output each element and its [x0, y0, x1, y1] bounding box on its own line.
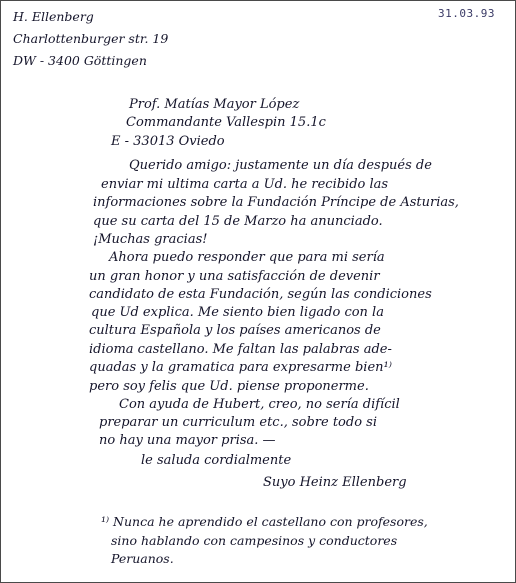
body-line: quadas y la gramatica para expresarme bien¹⁾	[89, 360, 392, 375]
body-line: ¡Muchas gracias!	[93, 232, 208, 247]
recipient-city: E - 33013 Oviedo	[111, 134, 225, 149]
footnote-line: Peruanos.	[111, 551, 174, 566]
sender-street: Charlottenburger str. 19	[13, 31, 169, 46]
body-line: Con ayuda de Hubert, creo, no sería difícil	[119, 397, 400, 412]
signature-line: Suyo Heinz Ellenberg	[263, 475, 407, 490]
body-line: Ahora puedo responder que para mi sería	[109, 250, 385, 265]
closing-line: le saluda cordialmente	[141, 453, 292, 468]
body-line: un gran honor y una satisfacción de devenir	[89, 269, 380, 284]
body-line: que Ud explica. Me siento bien ligado con la	[91, 305, 384, 320]
footnote-line: sino hablando con campesinos y conductores	[111, 533, 398, 548]
body-line: cultura Española y los países americanos de	[89, 323, 381, 338]
recipient-name: Prof. Matías Mayor López	[129, 97, 300, 112]
body-line: informaciones sobre la Fundación Príncipe de Asturias,	[93, 195, 459, 210]
body-line: Querido amigo: justamente un día después de	[129, 158, 432, 173]
body-line: pero soy felis que Ud. piense proponerme.	[89, 379, 369, 394]
body-line: preparar un curriculum etc., sobre todo si	[99, 415, 377, 430]
date-stamp: 31.03.93	[438, 7, 495, 20]
body-line: candidato de esta Fundación, según las condiciones	[89, 287, 432, 302]
footnote-line: ¹⁾ Nunca he aprendido el castellano con profesores,	[101, 514, 428, 529]
body-line: no hay una mayor prisa. —	[99, 433, 276, 448]
body-line: enviar mi ultima carta a Ud. he recibido las	[101, 177, 389, 192]
sender-city: DW - 3400 Göttingen	[13, 53, 147, 68]
body-line: que su carta del 15 de Marzo ha anunciado.	[93, 214, 383, 229]
recipient-street: Commandante Vallespin 15.1c	[126, 115, 326, 130]
body-line: idioma castellano. Me faltan las palabras ade-	[89, 342, 392, 357]
sender-name: H. Ellenberg	[13, 9, 94, 24]
